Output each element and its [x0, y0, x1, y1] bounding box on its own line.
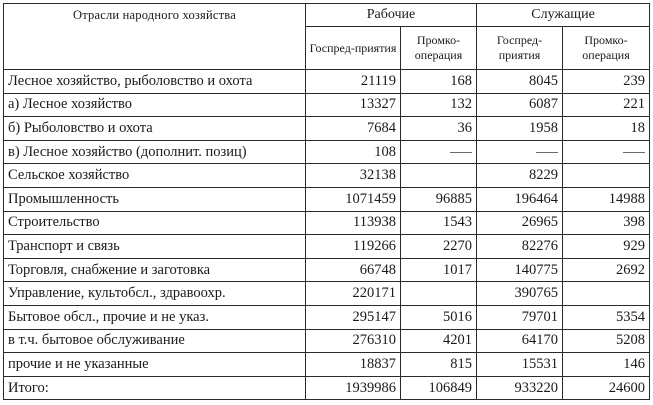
cell-workers-coop: 4201 [401, 329, 477, 353]
cell-workers-coop: 1543 [401, 211, 477, 235]
cell-workers-coop [401, 140, 477, 164]
cell-workers-state: 32138 [306, 164, 401, 188]
row-sector-name: Торговля, снабжение и заготовка [4, 258, 306, 282]
header-employees: Служащие [477, 4, 650, 27]
cell-employees-coop [563, 140, 650, 164]
table-row [4, 353, 650, 377]
row-sector-name: Лесное хозяйство, рыболовство и охота [4, 70, 306, 94]
cell-employees-coop: 929 [563, 235, 650, 259]
cell-workers-coop: 1017 [401, 258, 477, 282]
cell-workers-state: 220171 [306, 282, 401, 306]
table-body [4, 70, 650, 400]
cell-workers-coop: 132 [401, 93, 477, 117]
table-row [4, 235, 650, 259]
table-row [4, 164, 650, 188]
table-row [4, 117, 650, 141]
row-sector-name: Промышленность [4, 187, 306, 211]
cell-workers-state: 276310 [306, 329, 401, 353]
cell-workers-coop: 168 [401, 70, 477, 94]
cell-employees-state: 1958 [477, 117, 563, 141]
cell-employees-coop: 2692 [563, 258, 650, 282]
cell-employees-state: 82276 [477, 235, 563, 259]
cell-workers-coop: 106849 [401, 376, 477, 400]
header-employees-state: Госпред-приятия [477, 27, 563, 70]
cell-employees-state: 6087 [477, 93, 563, 117]
row-sector-name: Бытовое обсл., прочие и не указ. [4, 305, 306, 329]
cell-employees-state: 79701 [477, 305, 563, 329]
cell-employees-state: 8229 [477, 164, 563, 188]
cell-employees-coop: 24600 [563, 376, 650, 400]
table-row [4, 211, 650, 235]
table-header [4, 4, 650, 70]
row-sector-name: Строительство [4, 211, 306, 235]
cell-workers-state: 1939986 [306, 376, 401, 400]
table-row [4, 329, 650, 353]
cell-employees-state: 26965 [477, 211, 563, 235]
header-workers-coop: Промко-операция [401, 27, 477, 70]
cell-workers-state: 7684 [306, 117, 401, 141]
header-workers: Рабочие [306, 4, 477, 27]
cell-workers-coop [401, 282, 477, 306]
row-sector-name: а) Лесное хозяйство [4, 93, 306, 117]
header-sector: Отрасли народного хозяйства [4, 4, 306, 70]
row-sector-name: Управление, культобсл., здравоохр. [4, 282, 306, 306]
cell-workers-state: 13327 [306, 93, 401, 117]
cell-employees-coop: 5354 [563, 305, 650, 329]
cell-workers-coop: 5016 [401, 305, 477, 329]
cell-employees-coop: 221 [563, 93, 650, 117]
cell-workers-state: 113938 [306, 211, 401, 235]
cell-employees-coop: 18 [563, 117, 650, 141]
cell-workers-state: 18837 [306, 353, 401, 377]
cell-employees-coop [563, 164, 650, 188]
cell-employees-state [477, 140, 563, 164]
cell-employees-state: 390765 [477, 282, 563, 306]
row-sector-name: прочие и не указанные [4, 353, 306, 377]
dash-mark [623, 152, 645, 153]
row-sector-name: б) Рыболовство и охота [4, 117, 306, 141]
header-employees-coop: Промко-операция [563, 27, 650, 70]
cell-employees-state: 196464 [477, 187, 563, 211]
cell-workers-state: 119266 [306, 235, 401, 259]
cell-employees-coop: 5208 [563, 329, 650, 353]
cell-employees-state: 933220 [477, 376, 563, 400]
row-sector-name: в) Лесное хозяйство (дополнит. позиц) [4, 140, 306, 164]
cell-workers-coop: 36 [401, 117, 477, 141]
table-row [4, 70, 650, 94]
cell-employees-coop: 398 [563, 211, 650, 235]
header-workers-state: Госпред-приятия [306, 27, 401, 70]
cell-employees-state: 64170 [477, 329, 563, 353]
table-row [4, 93, 650, 117]
cell-workers-coop [401, 164, 477, 188]
cell-workers-coop: 96885 [401, 187, 477, 211]
cell-employees-state: 140775 [477, 258, 563, 282]
table-row [4, 282, 650, 306]
table-row [4, 140, 650, 164]
cell-workers-coop: 2270 [401, 235, 477, 259]
employment-table [3, 3, 650, 400]
row-sector-name: Сельское хозяйство [4, 164, 306, 188]
cell-employees-coop: 146 [563, 353, 650, 377]
cell-employees-coop [563, 282, 650, 306]
cell-workers-state: 1071459 [306, 187, 401, 211]
dash-mark [450, 152, 472, 153]
cell-employees-coop: 239 [563, 70, 650, 94]
dash-mark [536, 152, 558, 153]
cell-workers-state: 108 [306, 140, 401, 164]
cell-workers-state: 66748 [306, 258, 401, 282]
row-sector-name: Итого: [4, 376, 306, 400]
row-sector-name: Транспорт и связь [4, 235, 306, 259]
cell-employees-state: 15531 [477, 353, 563, 377]
table-row [4, 305, 650, 329]
cell-workers-state: 21119 [306, 70, 401, 94]
cell-workers-state: 295147 [306, 305, 401, 329]
cell-employees-state: 8045 [477, 70, 563, 94]
table-row [4, 258, 650, 282]
table-row [4, 187, 650, 211]
cell-workers-coop: 815 [401, 353, 477, 377]
cell-employees-coop: 14988 [563, 187, 650, 211]
table-row [4, 376, 650, 400]
row-sector-name: в т.ч. бытовое обслуживание [4, 329, 306, 353]
